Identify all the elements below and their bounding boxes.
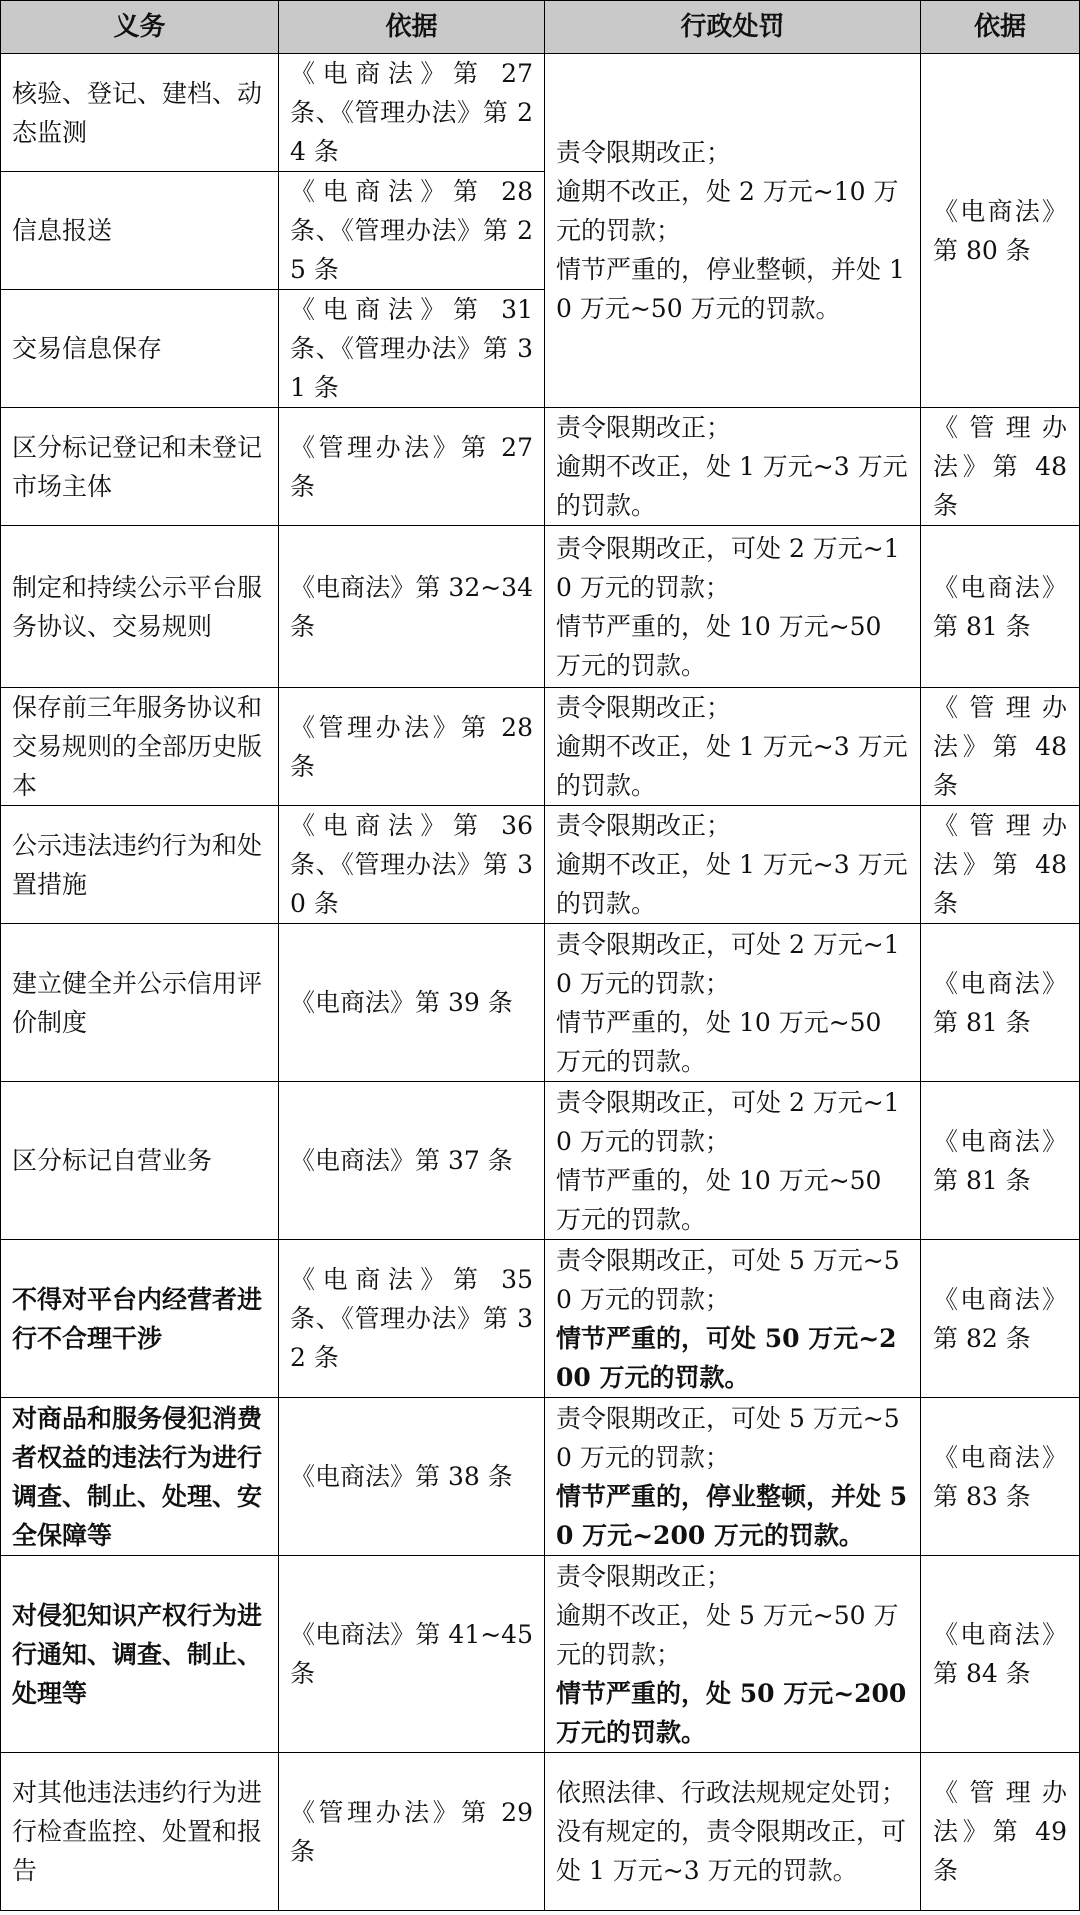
table-row <box>1 1240 1080 1398</box>
penalty-cell <box>545 1753 921 1911</box>
penalty-basis-cell: 《电商法》第 84 条 <box>921 1556 1080 1753</box>
penalty-basis-cell: 《管理办法》第 48 条 <box>921 408 1080 526</box>
penalty-line: 情节严重的，停业整顿，并处 10 万元~50 万元的罚款。 <box>556 255 905 323</box>
obligation-cell: 保存前三年服务协议和交易规则的全部历史版本 <box>1 688 279 806</box>
penalty-line: 责令限期改正； <box>556 811 732 840</box>
basis-cell: 《电商法》第 35 条、《管理办法》第 32 条 <box>279 1240 545 1398</box>
penalty-line: 责令限期改正，可处 2 万元~10 万元的罚款； <box>556 1087 900 1156</box>
penalty-line: 责令限期改正，可处 2 万元~10 万元的罚款； <box>556 929 900 998</box>
penalty-line: 责令限期改正； <box>556 413 732 442</box>
penalty-basis-cell: 《管理办法》第 49 条 <box>921 1753 1080 1911</box>
penalty-cell <box>545 688 921 806</box>
obligation-cell: 建立健全并公示信用评价制度 <box>1 924 279 1082</box>
penalty-line: 责令限期改正； <box>556 138 732 167</box>
obligation-cell: 信息报送 <box>1 172 279 290</box>
basis-cell: 《管理办法》第 29 条 <box>279 1753 545 1911</box>
penalty-line: 责令限期改正； <box>556 693 732 722</box>
penalty-line: 情节严重的，处 10 万元~50 万元的罚款。 <box>556 1165 882 1234</box>
penalty-basis-cell: 《电商法》第 81 条 <box>921 924 1080 1082</box>
table-row <box>1 806 1080 924</box>
table-row <box>1 408 1080 526</box>
obligation-cell: 区分标记登记和未登记市场主体 <box>1 408 279 526</box>
table-row <box>1 924 1080 1082</box>
basis-cell: 《电商法》第 28 条、《管理办法》第 25 条 <box>279 172 545 290</box>
basis-cell: 《电商法》第 41~45 条 <box>279 1556 545 1753</box>
penalty-line: 情节严重的，处 10 万元~50 万元的罚款。 <box>556 611 882 680</box>
penalty-line: 逾期不改正，处 1 万元~3 万元的罚款。 <box>556 452 908 520</box>
basis-cell: 《电商法》第 36 条、《管理办法》第 30 条 <box>279 806 545 924</box>
obligation-cell: 区分标记自营业务 <box>1 1082 279 1240</box>
table-row <box>1 1556 1080 1753</box>
penalty-cell <box>545 408 921 526</box>
penalty-basis-cell: 《电商法》第 81 条 <box>921 526 1080 688</box>
penalty-line: 逾期不改正，处 2 万元~10 万元的罚款； <box>556 177 899 245</box>
obligation-cell: 交易信息保存 <box>1 290 279 408</box>
obligation-cell: 对商品和服务侵犯消费者权益的违法行为进行调查、制止、处理、安全保障等 <box>1 1398 279 1556</box>
penalty-basis-cell: 《电商法》第 80 条 <box>921 54 1080 408</box>
table-row <box>1 1398 1080 1556</box>
obligation-cell: 对侵犯知识产权行为进行通知、调查、制止、处理等 <box>1 1556 279 1753</box>
penalty-line: 逾期不改正，处 1 万元~3 万元的罚款。 <box>556 732 908 800</box>
penalty-basis-cell: 《管理办法》第 48 条 <box>921 688 1080 806</box>
penalty-line: 依照法律、行政法规规定处罚； <box>556 1778 907 1807</box>
table-row <box>1 1753 1080 1911</box>
basis-cell: 《管理办法》第 28 条 <box>279 688 545 806</box>
table-row <box>1 688 1080 806</box>
table-row <box>1 526 1080 688</box>
table-row <box>1 54 1080 172</box>
penalty-cell <box>545 1398 921 1556</box>
penalty-cell <box>545 806 921 924</box>
penalty-cell <box>545 1082 921 1240</box>
basis-cell: 《电商法》第 32~34 条 <box>279 526 545 688</box>
obligation-cell: 对其他违法违约行为进行检查监控、处置和报告 <box>1 1753 279 1911</box>
penalty-line: 责令限期改正，可处 5 万元~50 万元的罚款； <box>556 1245 900 1314</box>
obligation-cell: 公示违法违约行为和处置措施 <box>1 806 279 924</box>
basis-cell: 《电商法》第 38 条 <box>279 1398 545 1556</box>
obligation-cell: 核验、登记、建档、动态监测 <box>1 54 279 172</box>
penalty-basis-cell: 《管理办法》第 48 条 <box>921 806 1080 924</box>
basis-cell: 《电商法》第 31 条、《管理办法》第 31 条 <box>279 290 545 408</box>
penalty-line: 责令限期改正，可处 5 万元~50 万元的罚款； <box>556 1403 900 1472</box>
basis-cell: 《电商法》第 27 条、《管理办法》第 24 条 <box>279 54 545 172</box>
header-penalty-basis: 依据 <box>921 1 1080 54</box>
penalty-line: 情节严重的，处 50 万元~200 万元的罚款。 <box>556 1678 907 1747</box>
penalty-cell <box>545 526 921 688</box>
penalty-cell <box>545 924 921 1082</box>
obligation-cell: 制定和持续公示平台服务协议、交易规则 <box>1 526 279 688</box>
penalty-line: 情节严重的，可处 50 万元~200 万元的罚款。 <box>556 1323 897 1392</box>
penalty-basis-cell: 《电商法》第 82 条 <box>921 1240 1080 1398</box>
obligation-cell: 不得对平台内经营者进行不合理干涉 <box>1 1240 279 1398</box>
header-obligation: 义务 <box>1 1 279 54</box>
header-penalty: 行政处罚 <box>545 1 921 54</box>
header-basis: 依据 <box>279 1 545 54</box>
penalty-line: 没有规定的，责令限期改正，可处 1 万元~3 万元的罚款。 <box>556 1817 907 1885</box>
penalty-basis-cell: 《电商法》第 83 条 <box>921 1398 1080 1556</box>
table-row <box>1 1082 1080 1240</box>
penalty-cell <box>545 1556 921 1753</box>
penalty-basis-cell: 《电商法》第 81 条 <box>921 1082 1080 1240</box>
basis-cell: 《电商法》第 39 条 <box>279 924 545 1082</box>
penalty-line: 逾期不改正，处 5 万元~50 万元的罚款； <box>556 1600 899 1669</box>
header-row <box>1 1 1080 54</box>
penalty-line: 逾期不改正，处 1 万元~3 万元的罚款。 <box>556 850 908 918</box>
basis-cell: 《电商法》第 37 条 <box>279 1082 545 1240</box>
penalty-cell <box>545 1240 921 1398</box>
penalty-line: 责令限期改正，可处 2 万元~10 万元的罚款； <box>556 533 900 602</box>
penalty-cell <box>545 54 921 408</box>
penalty-line: 情节严重的，停业整顿，并处 50 万元~200 万元的罚款。 <box>556 1481 908 1550</box>
penalty-line: 情节严重的，处 10 万元~50 万元的罚款。 <box>556 1007 882 1076</box>
penalty-line: 责令限期改正； <box>556 1561 732 1591</box>
basis-cell: 《管理办法》第 27 条 <box>279 408 545 526</box>
